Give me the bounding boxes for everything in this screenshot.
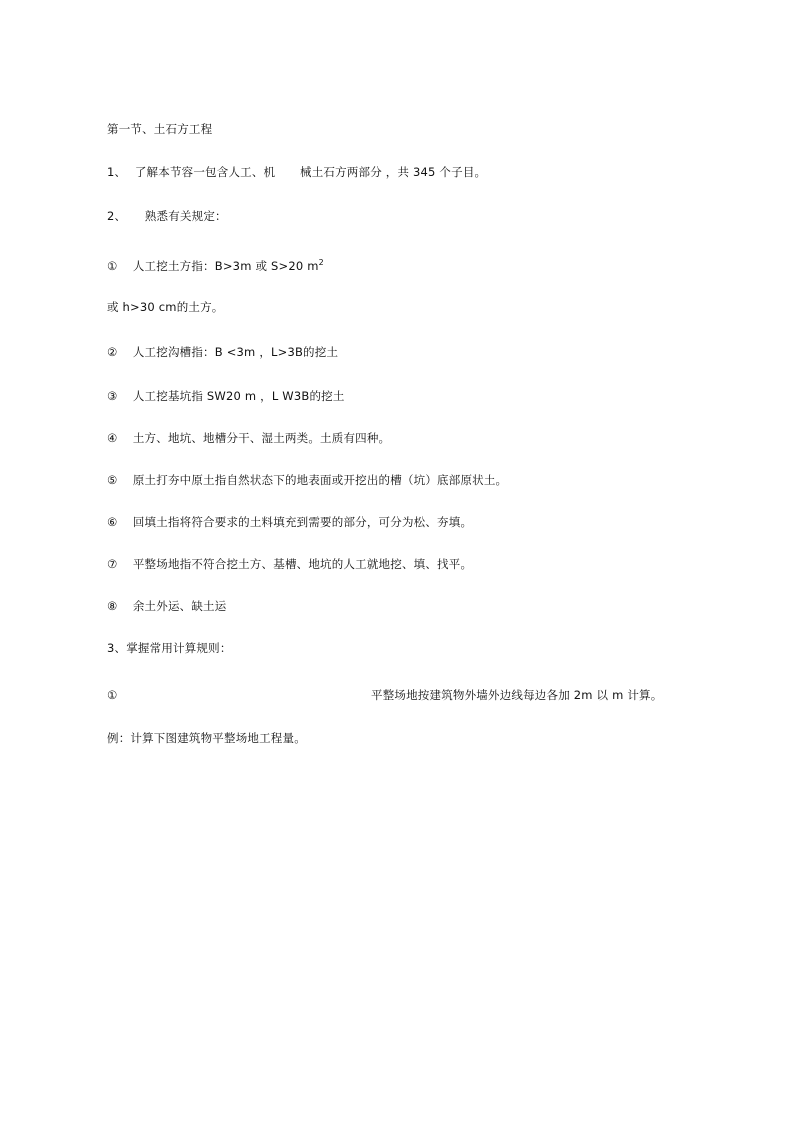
rule-1-marker: ① bbox=[107, 259, 118, 273]
rule-3-text: 人工挖基坑指 SW20 m ，L W3B的挖土 bbox=[132, 389, 345, 403]
example-text: 例：计算下图建筑物平整场地工程量。 bbox=[107, 731, 306, 745]
item-3 bbox=[107, 641, 232, 655]
calc-rule-1-text: 平整场地按建筑物外墙外边线每边各加 2m 以 m 计算。 bbox=[371, 688, 663, 702]
rule-7-marker: ⑦ bbox=[107, 557, 118, 571]
rule-1 bbox=[107, 256, 324, 273]
rule-4 bbox=[107, 431, 390, 445]
rule-5-marker: ⑤ bbox=[107, 473, 118, 487]
item-1-number: 1、 bbox=[107, 165, 127, 179]
rule-4-marker: ④ bbox=[107, 431, 118, 445]
calc-rule-1-marker: ① bbox=[107, 688, 118, 702]
rule-7 bbox=[107, 557, 472, 571]
rule-1-text: 人工挖土方指：B>3m 或 S>20 m bbox=[132, 259, 319, 273]
rule-2 bbox=[107, 345, 338, 359]
item-1-text-a: 了解本节容一包含人工、机 bbox=[134, 165, 276, 179]
rule-8-marker: ⑧ bbox=[107, 599, 118, 613]
rule-2-text: 人工挖沟槽指：B <3m ，L>3B的挖土 bbox=[132, 345, 339, 359]
section-title: 第一节、土石方工程 bbox=[107, 122, 213, 136]
rule-1-superscript: 2 bbox=[318, 258, 324, 267]
item-3-text: 掌握常用计算规则： bbox=[126, 641, 232, 655]
rule-3 bbox=[107, 389, 345, 403]
rule-2-marker: ② bbox=[107, 345, 118, 359]
rule-5 bbox=[107, 473, 507, 487]
item-2-number: 2、 bbox=[107, 209, 127, 223]
rule-6-marker: ⑥ bbox=[107, 515, 118, 529]
calc-rule-1 bbox=[107, 688, 663, 702]
rule-8 bbox=[107, 599, 226, 613]
item-1 bbox=[107, 165, 487, 179]
rule-7-text: 平整场地指不符合挖土方、基槽、地坑的人工就地挖、填、找平。 bbox=[132, 557, 473, 571]
rule-8-text: 余土外运、缺土运 bbox=[132, 599, 227, 613]
rule-3-marker: ③ bbox=[107, 389, 118, 403]
rule-4-text: 土方、地坑、地槽分干、湿土两类。土质有四种。 bbox=[132, 431, 391, 445]
rule-6-text: 回填土指将符合要求的土料填充到需要的部分，可分为松、夯填。 bbox=[132, 515, 473, 529]
rule-1-continuation: 或 h>30 cm的土方。 bbox=[107, 300, 224, 314]
item-3-number: 3、 bbox=[107, 641, 127, 655]
item-2-text: 熟悉有关规定： bbox=[144, 209, 227, 223]
item-1-text-b: 械土石方两部分 ，共 345 个子目。 bbox=[300, 165, 487, 179]
rule-6 bbox=[107, 515, 472, 529]
rule-5-text: 原土打夯中原土指自然状态下的地表面或开挖出的槽（坑）底部原状土。 bbox=[132, 473, 508, 487]
item-2 bbox=[107, 209, 227, 223]
